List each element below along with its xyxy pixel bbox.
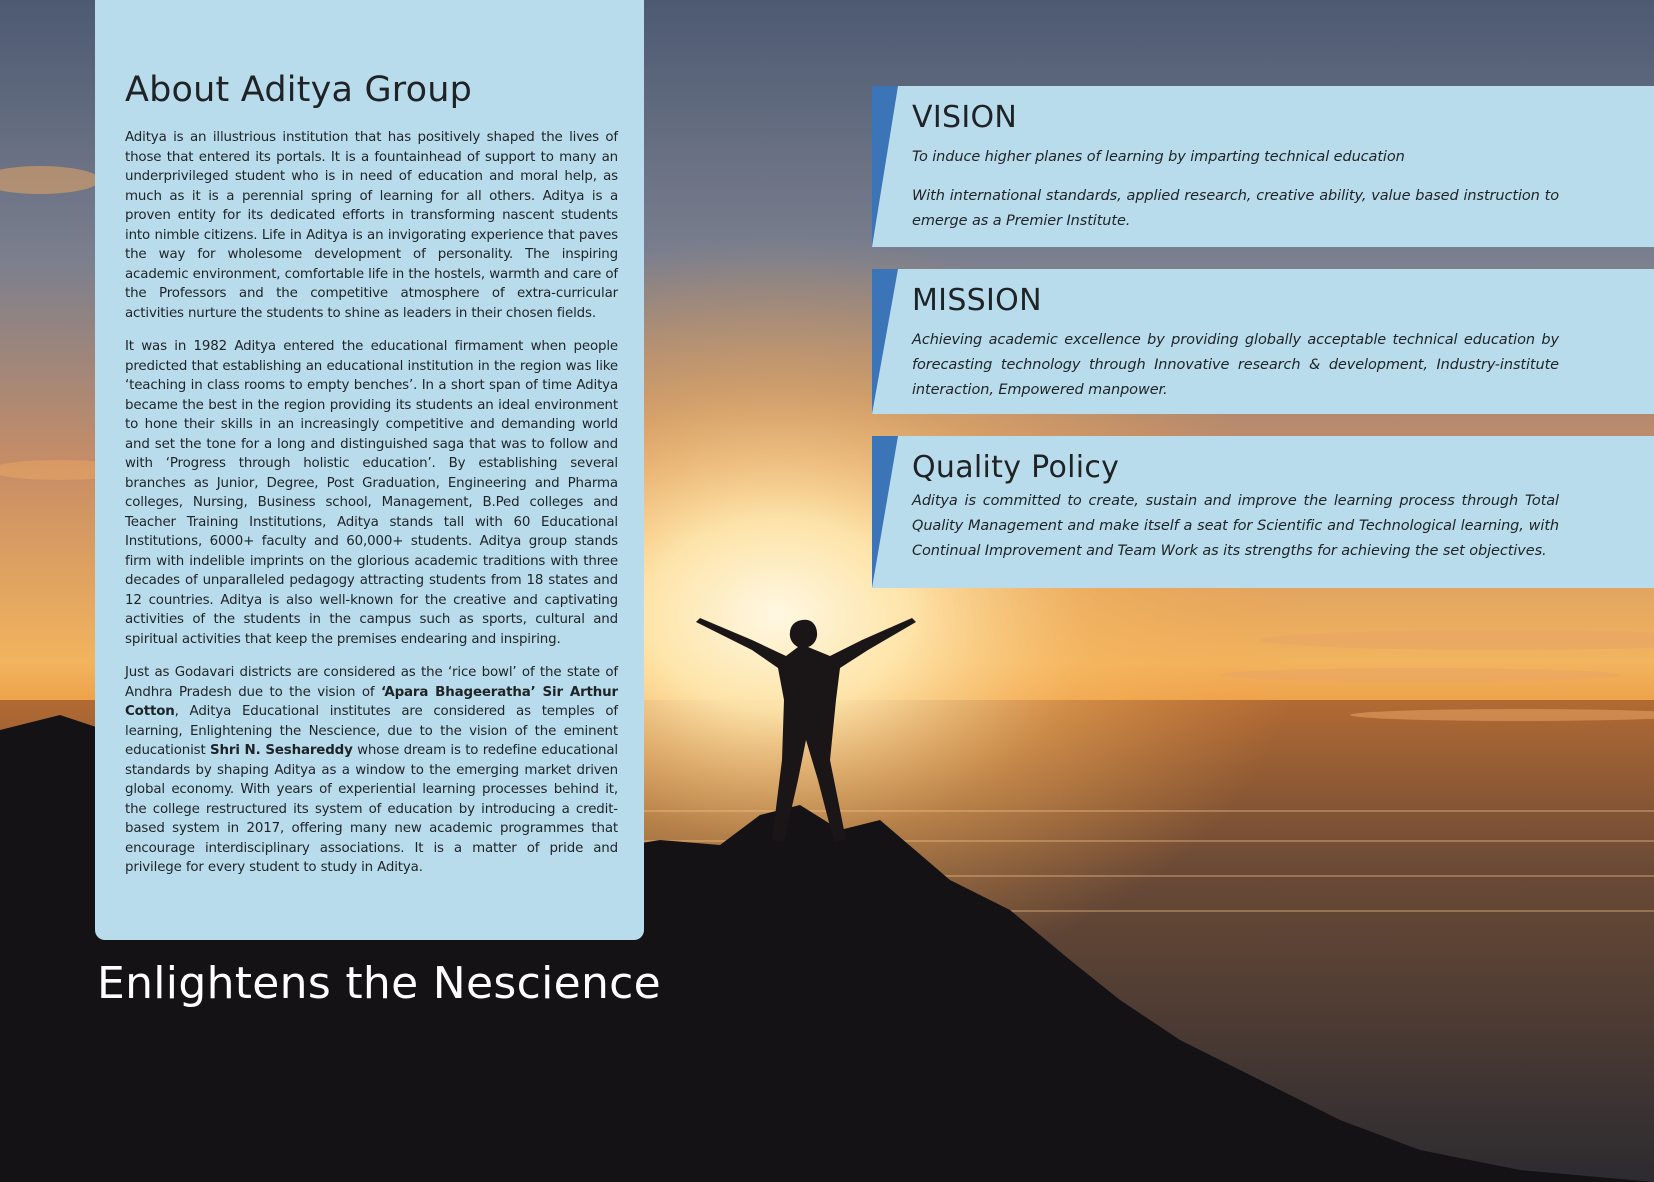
about-p3-text: Just as Godavari districts are considered as the ‘rice bowl’ of the state of Andhra Pradesh due to the vision of (125, 665, 618, 700)
about-p3-bold-name: ‘Apara Bhageeratha’ Sir Arthur Cotton (125, 684, 618, 719)
quality-title: Quality Policy (912, 450, 1120, 485)
about-p3-text: , Aditya Educational institutes are considered as temples of learning, Enlightening the Nescience, due to the vision of the eminent educationist (125, 704, 618, 758)
mission-title: MISSION (912, 283, 1042, 318)
mission-panel (872, 269, 1654, 414)
about-p3-text: whose dream is to redefine educational standards by shaping Aditya as a window to the emerging market driven global economy. With years of experiential learning processes behind it, the college restructured its system of education by introducing a credit- based system in 2017, offering many new academic programmes that encourage interdisciplinary associations. It is a matter of pride and privilege for every student to study in Aditya. (125, 743, 619, 875)
vision-line-2: With international standards, applied research, creative ability, value based instruction to emerge as a Premier Institute. (912, 188, 1559, 229)
quality-accent-bar (872, 436, 898, 588)
about-p3-bold-founder: Shri N. Seshareddy (209, 743, 353, 758)
vision-accent-bar (872, 86, 898, 247)
about-paragraph-1: Aditya is an illustrious institution that has positively shaped the lives of those that entered its portals. It is a fountainhead of support to many an underprivileged student who is in need of education and moral help, as much as it is a perennial spring of learning for all others. Aditya is a proven entity for its dedicated efforts in transforming nascent students into nimble citizens. Life in Aditya is an invigorating experience that paves the way for wholesome development of personality. The inspiring academic environment, comfortable life in the hostels, warmth and care of the Professors and the competitive atmosphere of extra-curricular activities nurture the students to shine as leaders in their chosen fields. (125, 130, 618, 321)
quality-policy-panel (872, 436, 1654, 588)
vision-panel (872, 86, 1654, 247)
tagline: Enlightens the Nescience (97, 958, 662, 1009)
vision-title: VISION (912, 100, 1018, 135)
about-title: About Aditya Group (125, 70, 473, 110)
about-card (95, 0, 644, 940)
about-paragraph-2: It was in 1982 Aditya entered the educational firmament when people predicted that establishing an educational institution in the region was like ‘teaching in class rooms to empty benches’. In a short span of time Aditya became the best in the region providing its students an ideal environment to hone their skills in an increasingly competitive and demanding world and set the tone for a long and distinguished saga that was to follow and with ‘Progress through holistic education’. By establishing several branches as Junior, Degree, Post Graduation, Engineering and Pharma colleges, Nursing, Business school, Management, B.Ped colleges and Teacher Training Institutions, Aditya stands tall with 60 Educational Institutions, 6000+ faculty and 60,000+ students. Aditya group stands firm with indelible imprints on the glorious academic traditions with three decades of unparalleled pedagogy attracting students from 18 states and 12 countries. Aditya is also well-known for the creative and captivating activities of the students in the campus such as sports, cultural and spiritual activities that keep the premises endearing and inspiring. (125, 339, 618, 647)
mission-accent-bar (872, 269, 898, 414)
quality-text: Aditya is committed to create, sustain and improve the learning process through Total Quality Management and make itself a seat for Scientific and Technological learning, with Continual Improvement and Team Work as its strengths for achieving the set objectives. (912, 493, 1559, 559)
mission-text: Achieving academic excellence by providing globally acceptable technical education by forecasting technology through Innovative research & development, Industry-institute interaction, Empowered manpower. (912, 332, 1559, 398)
vision-line-1: To induce higher planes of learning by imparting technical education (912, 149, 1405, 165)
about-paragraph-3 (125, 663, 618, 878)
